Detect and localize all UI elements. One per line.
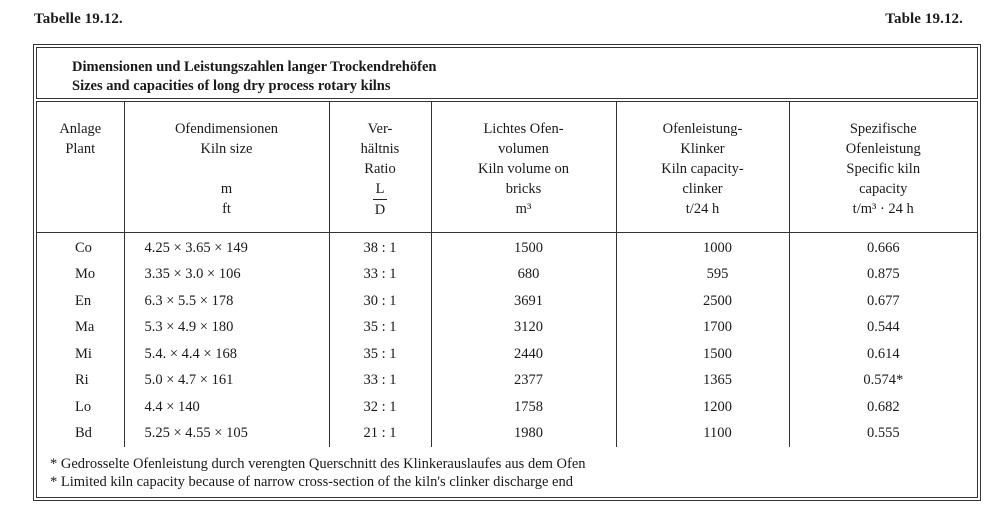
header-vol-en2: bricks bbox=[505, 181, 542, 197]
cell-specific-capacity: 0.677 bbox=[866, 292, 900, 309]
header-cap-unit: t/24 h bbox=[685, 201, 720, 217]
cell-plant: Mi bbox=[37, 341, 124, 368]
header-vol-de2: volumen bbox=[498, 141, 549, 157]
header-dim-en: Kiln size bbox=[200, 141, 253, 157]
table-row bbox=[37, 367, 977, 394]
cell-volume: 1758 bbox=[431, 394, 616, 421]
header-vol-unit: m³ bbox=[515, 201, 532, 217]
header-spec-de2: Ofenleistung bbox=[845, 141, 921, 157]
table-number-de: Tabelle 19.12. bbox=[34, 11, 123, 27]
cell-plant: Bd bbox=[37, 420, 124, 447]
header-spec-de1: Spezifische bbox=[849, 121, 917, 137]
cell-capacity: 1700 bbox=[616, 314, 789, 341]
cell-capacity: 1200 bbox=[616, 394, 789, 421]
cell-dimensions: 4.25 × 3.65 × 149 bbox=[124, 232, 329, 261]
cell-specific-capacity: 0.544 bbox=[866, 319, 900, 335]
header-cap-de2: Klinker bbox=[680, 141, 725, 157]
header-plant-en: Plant bbox=[65, 141, 96, 157]
cell-dimensions: 4.4 × 140 bbox=[124, 394, 329, 421]
table-row bbox=[37, 420, 977, 447]
header-ratio bbox=[329, 102, 431, 232]
cell-volume: 2377 bbox=[431, 367, 616, 394]
caption-title-de: Dimensionen und Leistungszahlen langer Trockendrehöfen bbox=[72, 59, 437, 75]
table-frame bbox=[33, 44, 981, 501]
data-table-area bbox=[36, 101, 978, 498]
cell-capacity: 1500 bbox=[616, 341, 789, 368]
cell-capacity: 1000 bbox=[616, 232, 789, 261]
header-ratio-en: Ratio bbox=[364, 161, 396, 177]
cell-dimensions: 6.3 × 5.5 × 178 bbox=[124, 288, 329, 315]
cell-ratio: 32 : 1 bbox=[329, 394, 431, 421]
cell-plant: Lo bbox=[37, 394, 124, 421]
cell-plant: Ma bbox=[37, 314, 124, 341]
table-row bbox=[37, 261, 977, 288]
header-spec-en1: Specific kiln bbox=[846, 161, 921, 177]
cell-ratio: 33 : 1 bbox=[329, 367, 431, 394]
cell-volume: 680 bbox=[431, 261, 616, 288]
cell-capacity: 2500 bbox=[616, 288, 789, 315]
header-vol-en1: Kiln volume on bbox=[477, 161, 570, 177]
header-spec-en2: capacity bbox=[859, 181, 908, 197]
cell-capacity: 595 bbox=[616, 261, 789, 288]
cell-plant: Mo bbox=[37, 261, 124, 288]
cell-ratio: 33 : 1 bbox=[329, 261, 431, 288]
cell-specific-capacity: 0.574* bbox=[863, 372, 904, 388]
cell-ratio: 35 : 1 bbox=[329, 341, 431, 368]
fraction-numerator: L bbox=[373, 179, 387, 200]
cell-volume: 1980 bbox=[431, 420, 616, 447]
cell-ratio: 21 : 1 bbox=[329, 420, 431, 447]
header-dimensions bbox=[124, 102, 329, 232]
header-row bbox=[37, 102, 977, 232]
cell-ratio: 38 : 1 bbox=[329, 232, 431, 261]
cell-capacity: 1100 bbox=[616, 420, 789, 447]
header-volume bbox=[431, 102, 616, 232]
cell-dimensions: 5.3 × 4.9 × 180 bbox=[124, 314, 329, 341]
cell-ratio: 30 : 1 bbox=[329, 288, 431, 315]
table-row bbox=[37, 394, 977, 421]
table-row bbox=[37, 288, 977, 315]
cell-dimensions: 5.25 × 4.55 × 105 bbox=[124, 420, 329, 447]
header-capacity bbox=[616, 102, 789, 232]
header-spec-unit: t/m³ · 24 h bbox=[852, 201, 914, 217]
header-dim-unit-m: m bbox=[220, 181, 233, 197]
cell-plant: En bbox=[37, 288, 124, 315]
header-ratio-de1: Ver- bbox=[367, 121, 393, 137]
header-plant bbox=[37, 102, 124, 232]
kiln-table bbox=[37, 102, 977, 447]
header-cap-en1: Kiln capacity- bbox=[661, 161, 744, 177]
table-number-en: Table 19.12. bbox=[885, 11, 963, 27]
cell-specific-capacity: 0.875 bbox=[866, 266, 900, 282]
cell-plant: Ri bbox=[37, 367, 124, 394]
fraction-denominator: D bbox=[374, 202, 386, 218]
header-cap-en2: clinker bbox=[682, 181, 723, 197]
table-caption bbox=[36, 47, 978, 99]
footnote-de: * Gedrosselte Ofenleistung durch verengten Querschnitt des Klinkerauslaufes aus dem Ofen bbox=[50, 456, 586, 472]
cell-dimensions: 5.0 × 4.7 × 161 bbox=[124, 367, 329, 394]
header-specific-capacity bbox=[789, 102, 977, 232]
cell-dimensions: 3.35 × 3.0 × 106 bbox=[124, 261, 329, 288]
cell-specific-capacity: 0.666 bbox=[866, 239, 900, 256]
header-plant-de: Anlage bbox=[59, 121, 102, 137]
cell-volume: 2440 bbox=[431, 341, 616, 368]
cell-volume: 1500 bbox=[431, 232, 616, 261]
cell-plant: Co bbox=[37, 232, 124, 261]
cell-specific-capacity: 0.555 bbox=[866, 425, 900, 441]
table-row bbox=[37, 314, 977, 341]
cell-ratio: 35 : 1 bbox=[329, 314, 431, 341]
table-row bbox=[37, 232, 977, 261]
cell-volume: 3691 bbox=[431, 288, 616, 315]
header-dim-de: Ofendimensionen bbox=[174, 121, 279, 137]
footnotes bbox=[50, 455, 978, 491]
cell-specific-capacity: 0.682 bbox=[866, 398, 900, 415]
table-row bbox=[37, 341, 977, 368]
cell-volume: 3120 bbox=[431, 314, 616, 341]
ratio-fraction bbox=[373, 179, 387, 220]
header-vol-de1: Lichtes Ofen- bbox=[483, 121, 564, 137]
caption-title-en: Sizes and capacities of long dry process rotary kilns bbox=[72, 78, 391, 94]
header-ratio-de2: hältnis bbox=[360, 141, 400, 157]
footnote-en: * Limited kiln capacity because of narrow cross-section of the kiln's clinker discharge end bbox=[50, 474, 573, 490]
header-dim-unit-ft: ft bbox=[222, 201, 231, 217]
cell-specific-capacity: 0.614 bbox=[866, 345, 900, 362]
cell-capacity: 1365 bbox=[616, 367, 789, 394]
cell-dimensions: 5.4. × 4.4 × 168 bbox=[124, 341, 329, 368]
header-cap-de1: Ofenleistung- bbox=[662, 121, 743, 137]
